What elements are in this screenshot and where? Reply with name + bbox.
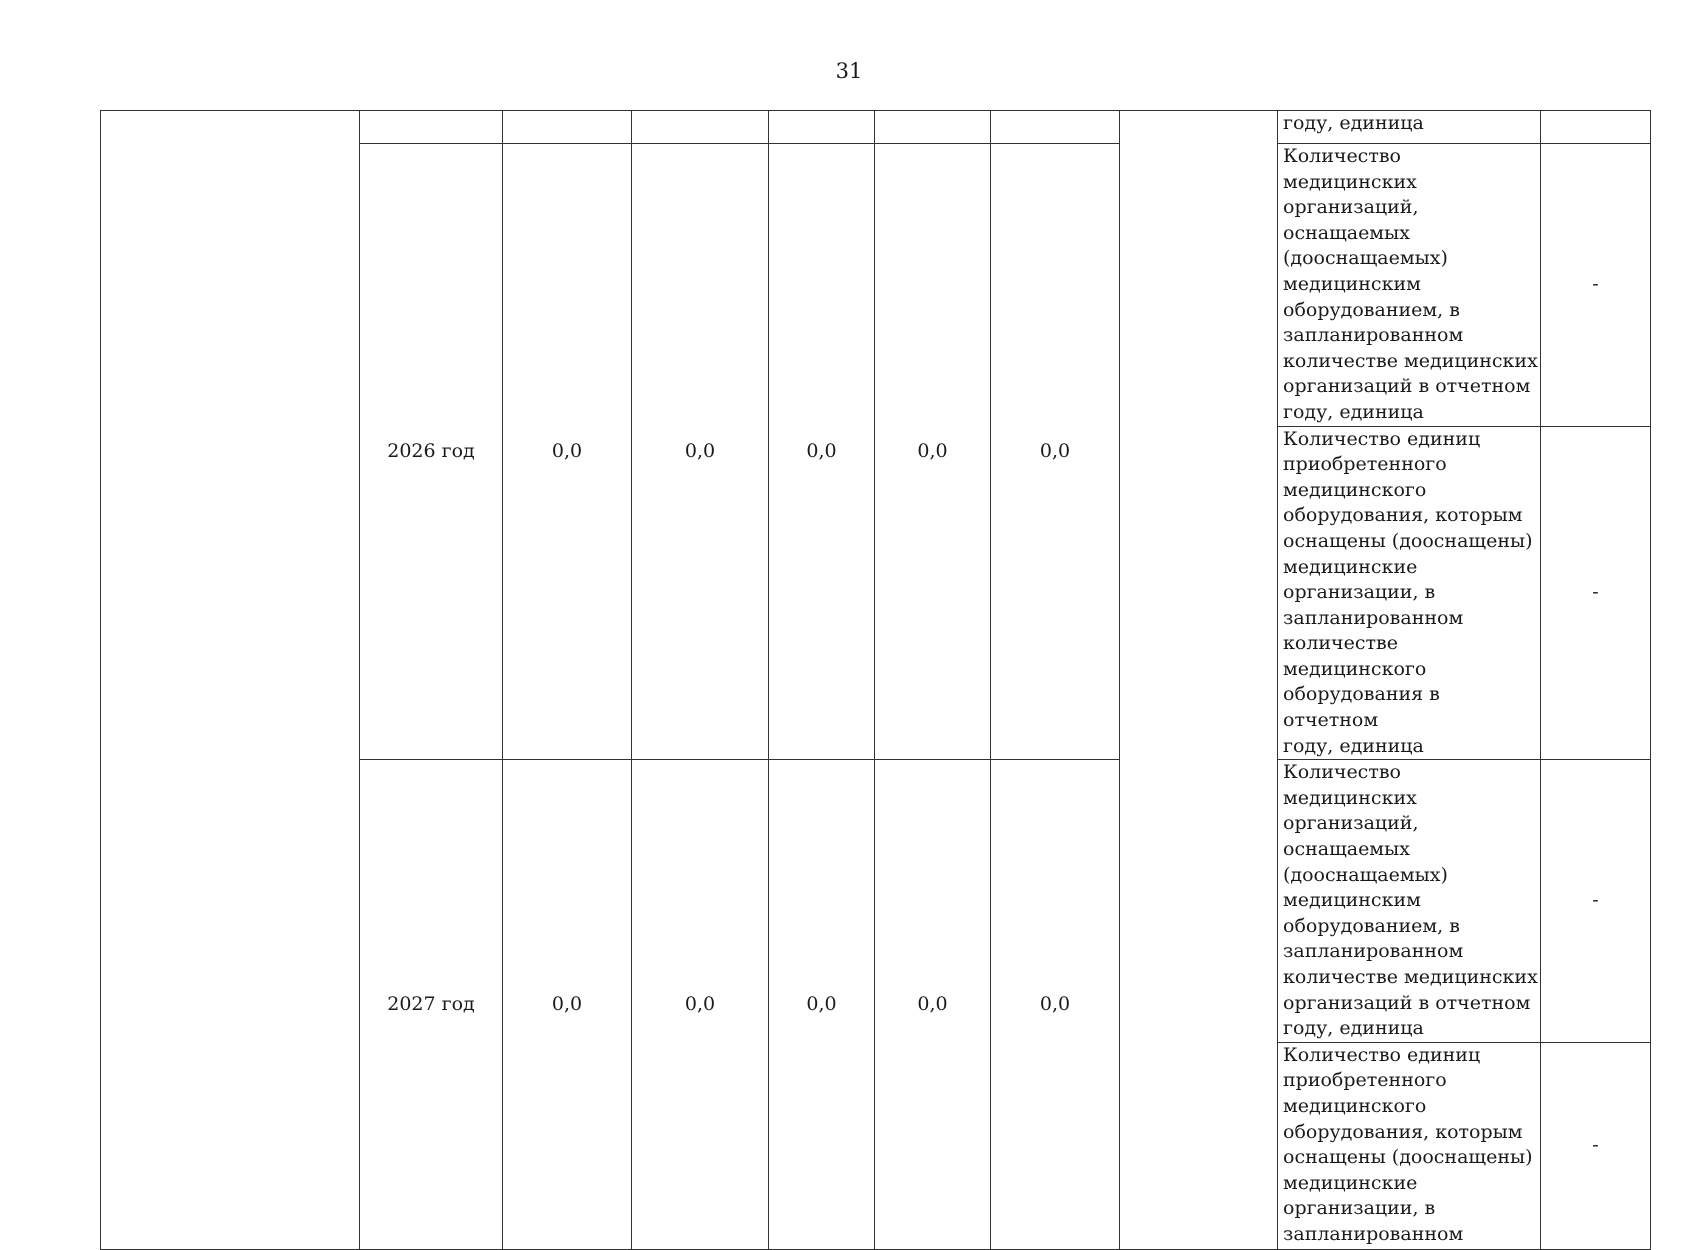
indicator-value-cell: -	[1541, 144, 1651, 427]
indicator-name-cell	[1278, 1042, 1541, 1249]
indicator-value-cell: -	[1541, 1042, 1651, 1249]
indicator-text: Количество единиц приобретенного медицинского оборудования, которым оснащены (дооснащены) медицинские организации, в запланированном	[1283, 1043, 1533, 1245]
indicator-value-cell: -	[1541, 760, 1651, 1043]
indicator-text: Количество медицинских организаций, оснащаемых (дооснащаемых) медицинским оборудованием, в запланированном количестве медицинских организаций в отчетном году, единица	[1283, 761, 1538, 1040]
event-name-cell	[101, 111, 360, 1250]
value-cell: 0,0	[769, 144, 875, 760]
value-cell	[632, 111, 769, 144]
indicator-text: Количество медицинских организаций, оснащаемых (дооснащаемых) медицинским оборудованием, в запланированном количестве медицинских организаций в отчетном году, единица	[1283, 145, 1538, 423]
indicator-text: году, единица	[1283, 112, 1424, 134]
value-cell	[875, 111, 991, 144]
value-cell: 0,0	[769, 760, 875, 1250]
value-cell: 0,0	[632, 144, 769, 760]
indicator-name-cell	[1278, 426, 1541, 760]
value-cell	[769, 111, 875, 144]
budget-table	[100, 110, 1651, 1250]
indicator-value-cell: -	[1541, 426, 1651, 760]
executor-cell	[1120, 111, 1278, 1250]
indicator-name-cell	[1278, 760, 1541, 1043]
indicator-text: Количество единиц приобретенного медицинского оборудования, которым оснащены (дооснащены) медицинские организации, в запланированном количестве медицинского оборудования в отчетном году, единица	[1283, 427, 1533, 757]
year-cell	[360, 111, 503, 144]
value-cell: 0,0	[875, 760, 991, 1250]
year-cell: 2026 год	[360, 144, 503, 760]
year-cell: 2027 год	[360, 760, 503, 1250]
indicator-name-cell	[1278, 144, 1541, 427]
value-cell: 0,0	[503, 144, 632, 760]
table-row	[101, 111, 1651, 144]
page-number: 31	[835, 59, 863, 83]
value-cell: 0,0	[875, 144, 991, 760]
value-cell: 0,0	[991, 144, 1120, 760]
value-cell: 0,0	[503, 760, 632, 1250]
value-cell: 0,0	[632, 760, 769, 1250]
value-cell	[503, 111, 632, 144]
value-cell: 0,0	[991, 760, 1120, 1250]
value-cell	[991, 111, 1120, 144]
indicator-value-cell	[1541, 111, 1651, 144]
indicator-name-cell	[1278, 111, 1541, 144]
